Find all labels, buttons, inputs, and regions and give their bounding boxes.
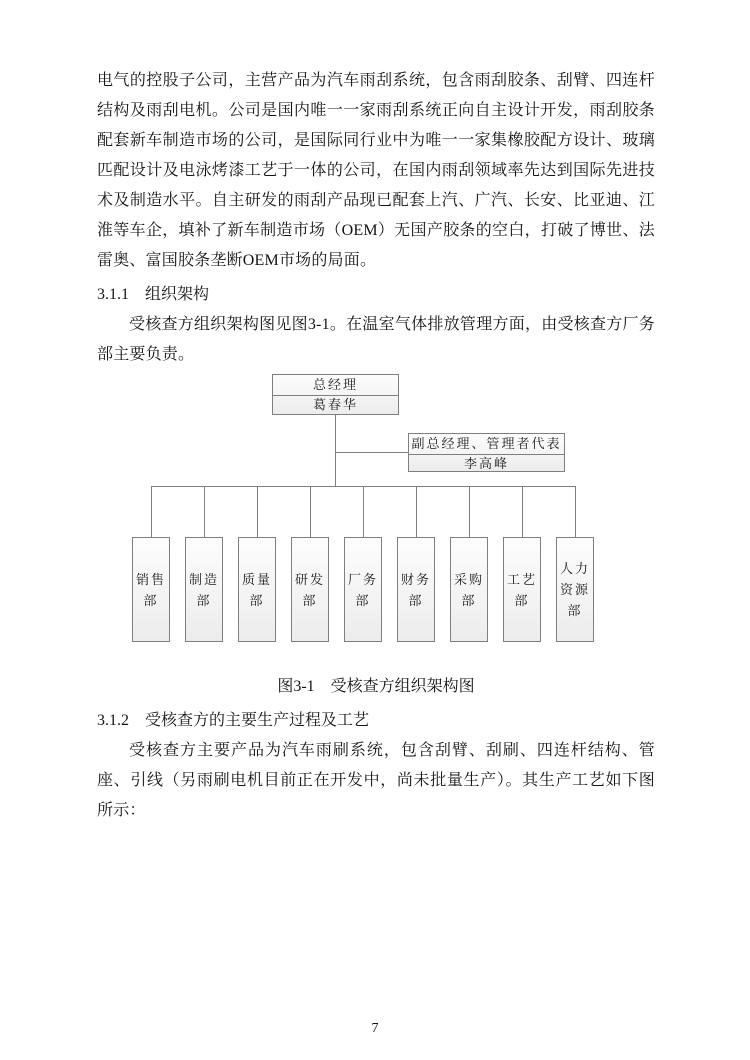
figure-caption: 图3-1 受核查方组织架构图	[277, 678, 475, 695]
org-box-dept-manufacturing	[185, 537, 223, 642]
dept-label: 工艺部	[506, 571, 537, 608]
connector-drop-rnd	[310, 486, 311, 537]
org-chart	[0, 374, 750, 642]
connector-drop-facility	[363, 486, 364, 537]
connector-drop-quality	[257, 486, 258, 537]
org-box-general-manager	[272, 374, 399, 415]
section-heading-3-1-1: 3.1.1 组织架构	[97, 286, 210, 303]
org-box-dept-facility	[344, 537, 382, 642]
org-box-title: 总经理	[273, 375, 398, 396]
page-content	[97, 66, 655, 826]
connector-drop-hr	[575, 486, 576, 537]
dept-label: 研发部	[294, 571, 325, 608]
connector-line-gm-down	[335, 415, 336, 486]
dept-label: 采购部	[453, 571, 484, 608]
connector-drop-sales	[151, 486, 152, 537]
dept-label: 制造部	[188, 571, 219, 608]
dept-label: 厂务部	[347, 571, 378, 608]
org-box-title: 副总经理、管理者代表	[409, 434, 564, 455]
org-box-dept-quality	[238, 537, 276, 642]
connector-line-distribution	[152, 486, 576, 487]
intro-paragraph: 电气的控股子公司，主营产品为汽车雨刮系统，包含雨刮胶条、刮臂、四连杆结构及雨刮电机。公司是国内唯一一家雨刮系统正向自主设计开发，雨刮胶条配套新车制造市场的公司，是国际同行业中为唯一一家集橡胶配方设计、玻璃匹配设计及电泳烤漆工艺于一体的公司，在国内雨刮领域率先达到国际先进技术及制造水平。自主研发的雨刮产品现已配套上汽、广汽、长安、比亚迪、江淮等车企，填补了新车制造市场（OEM）无国产胶条的空白，打破了博世、法雷奥、富国胶条垄断OEM市场的局面。	[97, 72, 655, 269]
section-heading-3-1-2: 3.1.2 受核查方的主要生产过程及工艺	[97, 712, 370, 729]
connector-drop-purchasing	[469, 486, 470, 537]
section-3-1-1-paragraph: 受核查方组织架构图见图3-1。在温室气体排放管理方面，由受核查方厂务部主要负责。	[97, 316, 655, 363]
dept-label: 销售部	[135, 571, 166, 608]
org-box-dept-rnd	[291, 537, 329, 642]
org-box-dept-purchasing	[450, 537, 488, 642]
page-number: 7	[371, 1021, 379, 1036]
dept-label: 财务部	[400, 571, 431, 608]
connector-drop-process	[522, 486, 523, 537]
connector-drop-manufacturing	[204, 486, 205, 537]
connector-drop-finance	[416, 486, 417, 537]
connector-line-deputy-branch	[335, 452, 408, 453]
org-box-dept-sales	[132, 537, 170, 642]
org-box-deputy-manager	[408, 433, 565, 472]
org-box-person: 李高峰	[463, 456, 509, 471]
org-box-dept-hr	[556, 537, 594, 642]
org-box-dept-finance	[397, 537, 435, 642]
org-box-person: 葛春华	[312, 397, 358, 412]
org-box-dept-process	[503, 537, 541, 642]
dept-label: 质量部	[241, 571, 272, 608]
dept-label: 人力资源部	[559, 561, 590, 618]
section-3-1-2-paragraph: 受核查方主要产品为汽车雨刷系统，包含刮臂、刮刷、四连杆结构、管座、引线（另雨刷电机目前正在开发中，尚未批量生产）。其生产工艺如下图所示：	[97, 742, 655, 819]
